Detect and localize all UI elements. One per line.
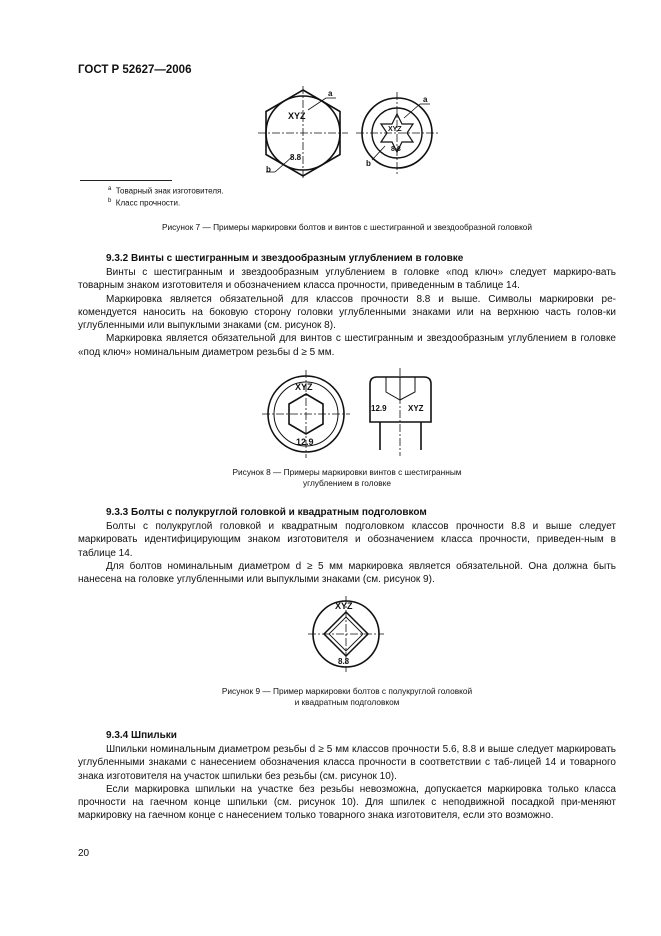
footnote-a: $^а$ Товарный знак изготовителя. bbox=[108, 186, 224, 196]
s933-paragraph-2: Для болтов номинальным диаметром d ≥ 5 мм маркировка является обязательной. Она должна быть нанесена на головке углубленными или выпуклыми знаками (см. рисунок 9). bbox=[78, 560, 616, 586]
fig8-class-mark: 12.9 bbox=[296, 437, 314, 447]
fig7-xyz-mark: XYZ bbox=[288, 111, 306, 121]
fig9-class-mark: 8.8 bbox=[338, 657, 350, 666]
s934-paragraph-2: Если маркировка шпильки на участке без резьбы невозможна, допускается маркировка только класса прочности на гаечном конце шпильки (см. рисунок 10). Для шпилек с неподвижной посадкой при-меняют маркировку на гаечном конце с нанесением только товарного знака изготовителя, если это возможно. bbox=[78, 783, 616, 822]
s932-paragraph-1: Винты с шестигранным и звездообразным углублением в головке «под ключ» следует маркиро-вать товарным знаком изготовителя и обозначением класса прочности, приведенным в таблице 14. bbox=[78, 267, 616, 292]
footnote-b-text: Класс прочности. bbox=[115, 198, 181, 208]
fig7-class-mark: 8.8 bbox=[290, 153, 302, 162]
footnote-a-text: Товарный знак изготовителя. bbox=[115, 186, 224, 196]
section-9-3-4-text bbox=[78, 743, 616, 823]
s933-paragraph-1: Болты с полукруглой головкой и квадратным подголовком классов прочности 8.8 и выше следует маркировать идентифицирующим знаком изготовителя и обозначением класса прочности, приведен-ным в таблице 14. bbox=[78, 521, 616, 559]
figure-7-caption: Рисунок 7 — Примеры маркировки болтов и винтов с шестигранной и звездообразной головкой bbox=[161, 222, 533, 232]
fig9-xyz-mark: XYZ bbox=[335, 601, 353, 611]
fig8-xyz-mark: XYZ bbox=[295, 382, 313, 392]
fig7-star-label-a: a bbox=[423, 95, 428, 104]
fig7-star-label-b: b bbox=[366, 159, 371, 168]
fig8-side-xyz-mark: XYZ bbox=[408, 404, 424, 413]
fig8-side-class-mark: 12.9 bbox=[371, 404, 387, 413]
section-9-3-4-heading: 9.3.4 Шпильки bbox=[106, 730, 177, 741]
fig7-star-xyz-mark: XYZ bbox=[388, 126, 402, 133]
s932-paragraph-2: Маркировка является обязательной для классов прочности 8.8 и выше. Символы маркировки ре-комендуется наносить на боковую сторону головки углубленными знаками или на верхнюю часть голов-ки углубленными или выпуклыми знаками (см. рисунок 8). bbox=[78, 293, 616, 332]
page-number: 20 bbox=[78, 848, 90, 859]
fig7-label-b: b bbox=[266, 165, 271, 174]
figure-9-caption-line-1: Рисунок 9 — Пример маркировки болтов с полукруглой головкой bbox=[221, 686, 473, 696]
s932-paragraph-3: Маркировка является обязательной для винтов с шестигранным и звездообразным углублением в головке «под ключ» номинальным диаметром резьбы d ≥ 5 мм. bbox=[78, 333, 616, 358]
figure-9-caption bbox=[78, 686, 616, 708]
fig7-label-a: a bbox=[328, 89, 333, 98]
footnote-b: $^b$ Класс прочности. bbox=[108, 198, 181, 208]
section-9-3-3-heading: 9.3.3 Болты с полукруглой головкой и квадратным подголовком bbox=[106, 507, 427, 518]
figure-8-caption-line-1: Рисунок 8 — Примеры маркировки винтов с шестигранным bbox=[232, 467, 462, 477]
document-header: ГОСТ Р 52627—2006 bbox=[78, 64, 192, 76]
s934-paragraph-1: Шпильки номинальным диаметром резьбы d ≥ 5 мм классов прочности 5.6, 8.8 и выше следует маркировать углубленными знаками с нанесением обозначения класса прочности в соответствии с таб-лицей 14 и товарного знака изготовителя на участок шпильки без резьбы (см. рисунок 10). bbox=[78, 744, 616, 782]
figure-9-caption-line-2: и квадратным подголовком bbox=[294, 697, 400, 707]
figure-8-caption-line-2: углублением в головке bbox=[302, 478, 392, 488]
section-9-3-2-heading: 9.3.2 Винты с шестигранным и звездообразным углублением в головке bbox=[106, 253, 464, 264]
fig7-star-class-mark: 8.8 bbox=[391, 146, 401, 153]
